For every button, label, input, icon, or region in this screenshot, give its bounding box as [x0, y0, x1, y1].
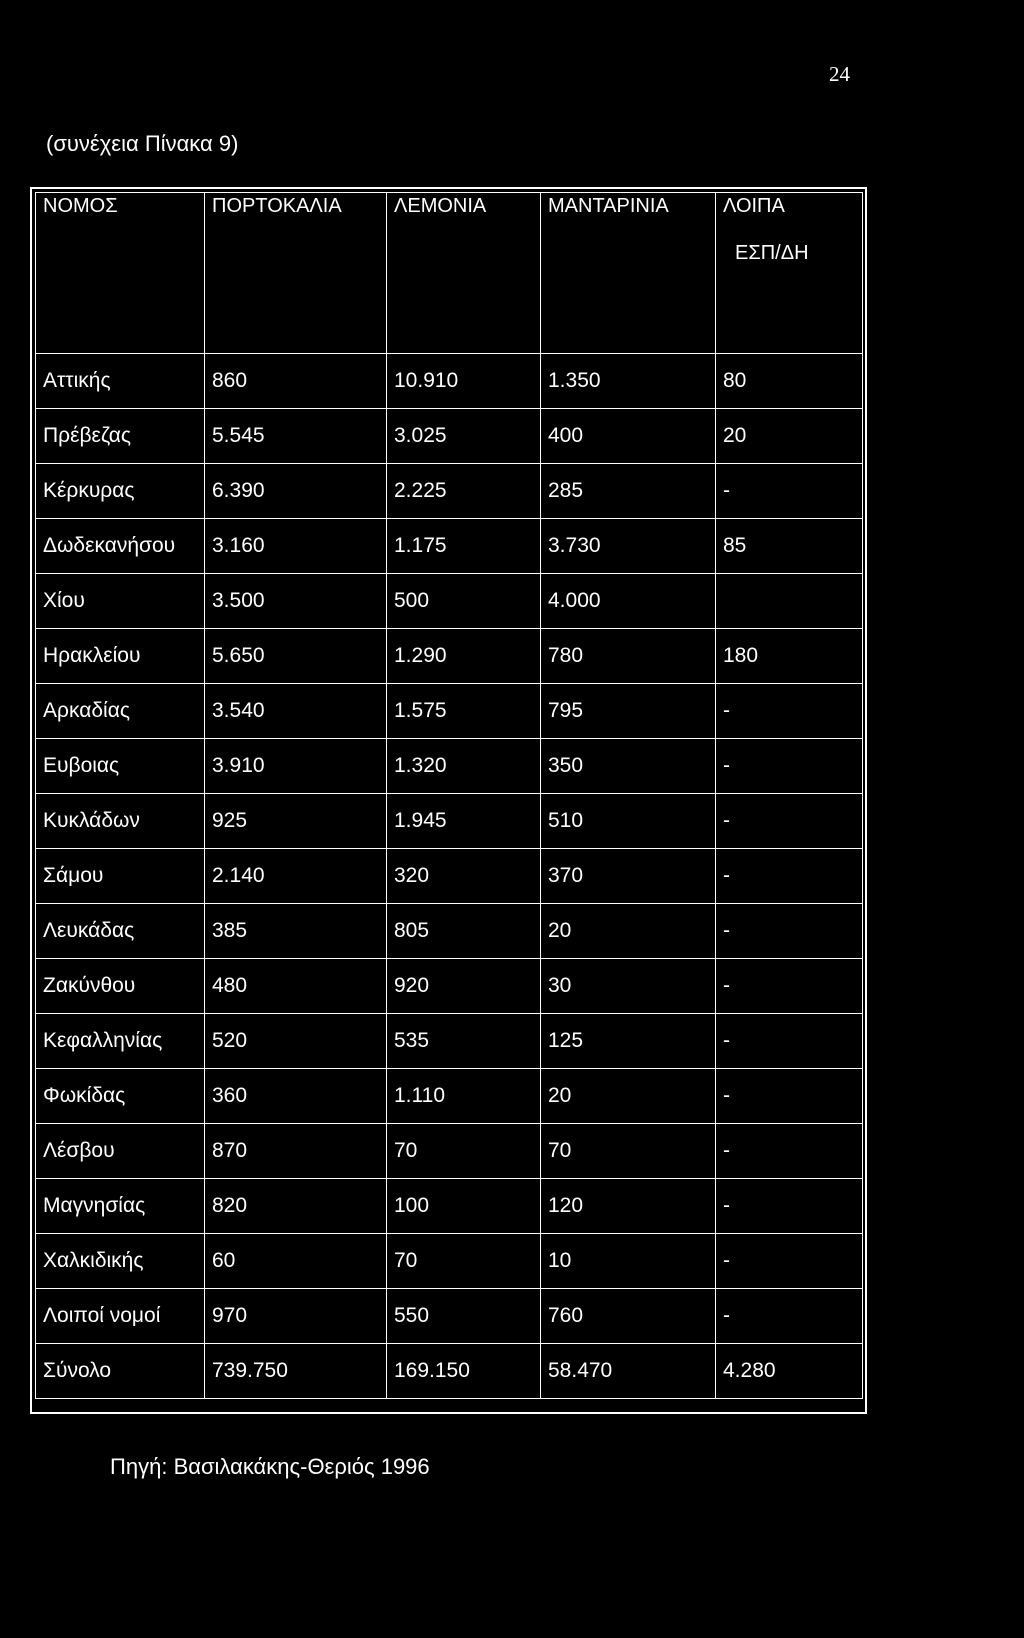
header-lemonia: ΛΕΜΟΝΙΑ	[387, 193, 541, 354]
table-row	[36, 684, 863, 739]
table-row	[36, 794, 863, 849]
table-cell-value: 2.140	[205, 849, 387, 904]
table-cell-region: Σύνολο	[36, 1344, 205, 1399]
table-cell-value: 780	[541, 629, 716, 684]
table-row	[36, 1234, 863, 1289]
table-cell-value: 6.390	[205, 464, 387, 519]
table-cell-value: -	[716, 739, 863, 794]
table-cell-value: 480	[205, 959, 387, 1014]
table-row	[36, 629, 863, 684]
table-cell-value: 385	[205, 904, 387, 959]
table-cell-value: 5.545	[205, 409, 387, 464]
table-cell-value: -	[716, 1014, 863, 1069]
table-body	[36, 354, 863, 1399]
table-cell-value: -	[716, 1289, 863, 1344]
table-row	[36, 1014, 863, 1069]
table-row	[36, 1124, 863, 1179]
header-loipa: ΛΟΙΠΑ ΕΣΠ/ΔΗ	[716, 193, 863, 354]
table-cell-value: 1.320	[387, 739, 541, 794]
table-cell-value: 1.175	[387, 519, 541, 574]
table-cell-value: 20	[541, 904, 716, 959]
table-cell-value: 58.470	[541, 1344, 716, 1399]
table-cell-value: 10	[541, 1234, 716, 1289]
table-cell-value: 1.945	[387, 794, 541, 849]
table-cell-value: 70	[387, 1234, 541, 1289]
table-row	[36, 519, 863, 574]
table-row	[36, 1344, 863, 1399]
table-cell-value: 360	[205, 1069, 387, 1124]
table-cell-value: 3.540	[205, 684, 387, 739]
table-cell-value: 180	[716, 629, 863, 684]
table-row	[36, 849, 863, 904]
table-cell-value: 400	[541, 409, 716, 464]
table-cell-value: 520	[205, 1014, 387, 1069]
table-row	[36, 464, 863, 519]
table-row	[36, 1179, 863, 1234]
table-caption: (συνέχεια Πίνακα 9)	[46, 131, 239, 156]
table-cell-value: 4.000	[541, 574, 716, 629]
table-cell-value: 70	[387, 1124, 541, 1179]
table-cell-region: Χίου	[36, 574, 205, 629]
table-cell-value: 870	[205, 1124, 387, 1179]
table-cell-value: 320	[387, 849, 541, 904]
table-cell-value: 1.575	[387, 684, 541, 739]
table-cell-value: 820	[205, 1179, 387, 1234]
table-cell-value: 70	[541, 1124, 716, 1179]
table-cell-region: Αττικής	[36, 354, 205, 409]
table-cell-value: 20	[541, 1069, 716, 1124]
table-cell-region: Κεφαλληνίας	[36, 1014, 205, 1069]
table-cell-region: Μαγνησίας	[36, 1179, 205, 1234]
header-nomos: ΝΟΜΟΣ	[36, 193, 205, 354]
table-cell-value: 100	[387, 1179, 541, 1234]
source-note: Πηγή: Βασιλακάκης-Θεριός 1996	[110, 1454, 430, 1479]
table-cell-value: 30	[541, 959, 716, 1014]
table-cell-value	[716, 574, 863, 629]
table-cell-region: Λέσβου	[36, 1124, 205, 1179]
table-row	[36, 409, 863, 464]
table-cell-region: Σάμου	[36, 849, 205, 904]
page-number: 24	[829, 62, 850, 86]
table-cell-value: 500	[387, 574, 541, 629]
table-cell-value: 3.910	[205, 739, 387, 794]
table-row	[36, 959, 863, 1014]
table-cell-region: Πρέβεζας	[36, 409, 205, 464]
table-cell-value: 970	[205, 1289, 387, 1344]
table-cell-region: Ζακύνθου	[36, 959, 205, 1014]
table-cell-region: Κυκλάδων	[36, 794, 205, 849]
table-cell-value: -	[716, 684, 863, 739]
table-cell-value: 3.500	[205, 574, 387, 629]
table-cell-value: 5.650	[205, 629, 387, 684]
table-cell-value: 10.910	[387, 354, 541, 409]
table-cell-region: Φωκίδας	[36, 1069, 205, 1124]
table-cell-value: 370	[541, 849, 716, 904]
table-cell-value: -	[716, 1124, 863, 1179]
table-cell-value: 805	[387, 904, 541, 959]
table-cell-value: -	[716, 794, 863, 849]
table-cell-value: 550	[387, 1289, 541, 1344]
header-loipa-line2: ΕΣΠ/ΔΗ	[735, 242, 809, 264]
table-cell-value: 125	[541, 1014, 716, 1069]
table-cell-value: 3.025	[387, 409, 541, 464]
table-cell-region: Αρκαδίας	[36, 684, 205, 739]
table-header-row	[36, 193, 863, 354]
table-cell-region: Ευβοιας	[36, 739, 205, 794]
table-cell-value: 739.750	[205, 1344, 387, 1399]
table-cell-value: -	[716, 904, 863, 959]
table-cell-region: Δωδεκανήσου	[36, 519, 205, 574]
table-cell-value: 795	[541, 684, 716, 739]
table-row	[36, 354, 863, 409]
table-cell-value: -	[716, 1069, 863, 1124]
table-cell-value: 1.110	[387, 1069, 541, 1124]
table-row	[36, 574, 863, 629]
table-cell-value: 350	[541, 739, 716, 794]
table-cell-value: 2.225	[387, 464, 541, 519]
table-cell-region: Λευκάδας	[36, 904, 205, 959]
table-cell-value: 535	[387, 1014, 541, 1069]
table-cell-region: Λοιποί νομοί	[36, 1289, 205, 1344]
table-cell-value: 169.150	[387, 1344, 541, 1399]
header-portokalia: ΠΟΡΤΟΚΑΛΙΑ	[205, 193, 387, 354]
table-cell-value: 20	[716, 409, 863, 464]
table-cell-value: 920	[387, 959, 541, 1014]
table-cell-value: -	[716, 464, 863, 519]
table-cell-value: 1.290	[387, 629, 541, 684]
table-cell-value: 4.280	[716, 1344, 863, 1399]
table-cell-value: -	[716, 959, 863, 1014]
table-cell-value: 925	[205, 794, 387, 849]
table-cell-region: Χαλκιδικής	[36, 1234, 205, 1289]
table-cell-value: 285	[541, 464, 716, 519]
table-row	[36, 904, 863, 959]
table-cell-value: 120	[541, 1179, 716, 1234]
table-cell-region: Ηρακλείου	[36, 629, 205, 684]
table-row	[36, 739, 863, 794]
table-cell-region: Κέρκυρας	[36, 464, 205, 519]
table-cell-value: 760	[541, 1289, 716, 1344]
table-cell-value: 60	[205, 1234, 387, 1289]
table-cell-value: 80	[716, 354, 863, 409]
table-cell-value: 510	[541, 794, 716, 849]
table-cell-value: -	[716, 1179, 863, 1234]
table-cell-value: 1.350	[541, 354, 716, 409]
header-mantarinia: ΜΑΝΤΑΡΙΝΙΑ	[541, 193, 716, 354]
table-cell-value: -	[716, 849, 863, 904]
table-cell-value: 3.730	[541, 519, 716, 574]
table-row	[36, 1069, 863, 1124]
table-row	[36, 1289, 863, 1344]
table-cell-value: 860	[205, 354, 387, 409]
table-cell-value: -	[716, 1234, 863, 1289]
citrus-table	[35, 192, 863, 1399]
table-cell-value: 3.160	[205, 519, 387, 574]
table-cell-value: 85	[716, 519, 863, 574]
